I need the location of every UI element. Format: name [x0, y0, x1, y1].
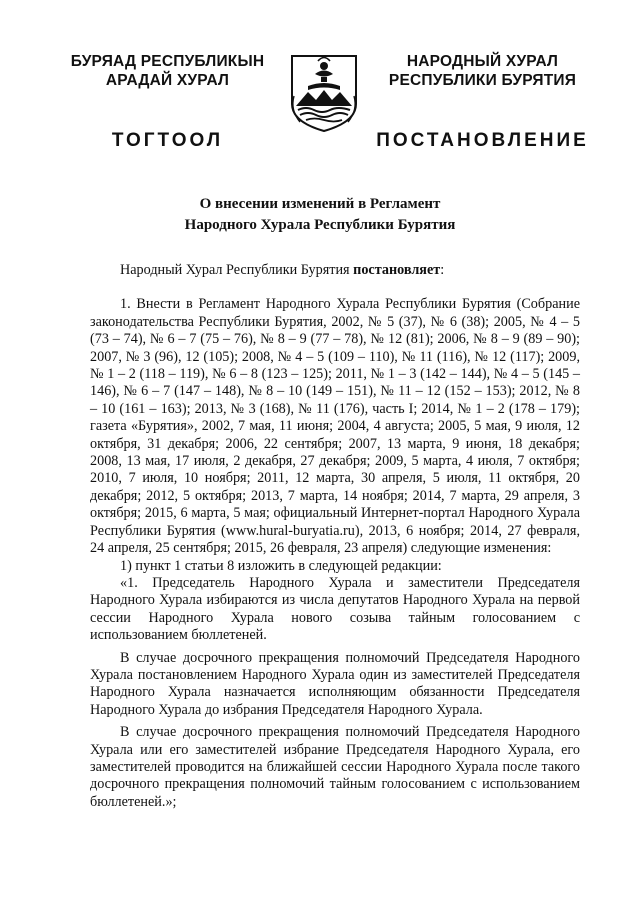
header-buryat	[50, 52, 285, 152]
intro-tail: :	[440, 262, 445, 278]
paragraph-1: 1. Внести в Регламент Народного Хурала Республики Бурятия (Собрание законодательства Республики Бурятия, 2002, № 5 (37), № 6 (38); 2005, № 4 – 5 (73 – 74), № 6 – 7 (75 – 76), № 8 – 9 (77 – 78), № 12 (81); 2006, № 8 – 9 (89 – 90); 2007, № 3 (96), 12 (105); 2008, № 4 – 5 (109 – 110), № 11 (116), № 12 (117); 2009, № 1 – 2 (118 – 119), № 6 – 8 (123 – 125); 2011, № 1 – 3 (142 – 144), № 4 – 5 (145 – 146), № 6 – 7 (147 – 148), № 8 – 10 (149 – 151), № 11 – 12 (152 – 153); 2012, № 8 – 10 (161 – 163); 2013, № 3 (168), № 11 (176), часть I; 2014, № 1 – 2 (178 – 179); газета «Бурятия», 2002, 7 мая, 11 июня; 2004, 4 августа; 2005, 5 мая, 9 июля, 12 октября, 31 декабря; 2006, 22 сентября; 2007, 13 марта, 9 июня, 18 декабря; 2008, 13 мая, 17 июля, 2 декабря, 27 декабря; 2009, 5 марта, 4 июля, 7 октября; 2010, 7 июля, 10 ноября; 2011, 12 марта, 30 апреля, 5 июля, 11 октября, 20 декабря; 2012, 5 октября; 2013, 7 марта, 14 ноября; 2014, 7 марта, 29 апреля, 3 октября; 2015, 6 марта, 5 мая; официальный Интернет-портал Народного Хурала Республики Бурятия (www.hural-buryatia.ru), 2013, 6 ноября; 2014, 27 февраля, 24 апреля, 25 сентября; 2015, 26 февраля, 23 апреля) следующие изменения:	[90, 296, 580, 557]
header-left-line2: АРАДАЙ ХУРАЛ	[105, 72, 230, 89]
paragraph-5: В случае досрочного прекращения полномочий Председателя Народного Хурала или его заместителей избрание Председателя Народного Хурала, его заместителей проводится на ближайшей сессии Народного Хурала после такого досрочного прекращения полномочий тайным голосованием с использованием бюллетеней.»;	[90, 724, 580, 810]
paragraph-2: 1) пункт 1 статьи 8 изложить в следующей редакции:	[120, 557, 442, 574]
paragraph-4: В случае досрочного прекращения полномочий Председателя Народного Хурала постановлением Народного Хурала один из заместителей Председателя Народного Хурала назначается исполняющим обязанности Председателя Народного Хурала до избрания Председателя Народного Хурала.	[90, 649, 580, 718]
intro-text: Народный Хурал Республики Бурятия	[120, 262, 354, 278]
coat-of-arms-icon	[288, 52, 360, 134]
document-title	[60, 194, 580, 236]
title-line1: О внесении изменений в Регламент	[199, 196, 441, 212]
header-left-doc-type: ТОГТООЛ	[111, 130, 224, 151]
title-line2: Народного Хурала Республики Бурятия	[184, 217, 456, 233]
intro-bold: постановляет	[353, 262, 441, 278]
header-right-doc-type: ПОСТАНОВЛЕНИЕ	[376, 130, 589, 151]
document-body	[90, 262, 580, 811]
header-left-line1: БУРЯАД РЕСПУБЛИКЫН	[70, 53, 265, 70]
paragraph-3: «1. Председатель Народного Хурала и заместители Председателя Народного Хурала избираются из числа депутатов Народного Хурала на первой сессии Народного Хурала нового созыва тайным голосованием с использованием бюллетеней.	[90, 574, 580, 644]
header-right-line1: НАРОДНЫЙ ХУРАЛ	[406, 53, 559, 70]
header-right-line2: РЕСПУБЛИКИ БУРЯТИЯ	[388, 72, 577, 89]
header-russian	[365, 52, 600, 152]
intro-paragraph	[90, 262, 580, 279]
